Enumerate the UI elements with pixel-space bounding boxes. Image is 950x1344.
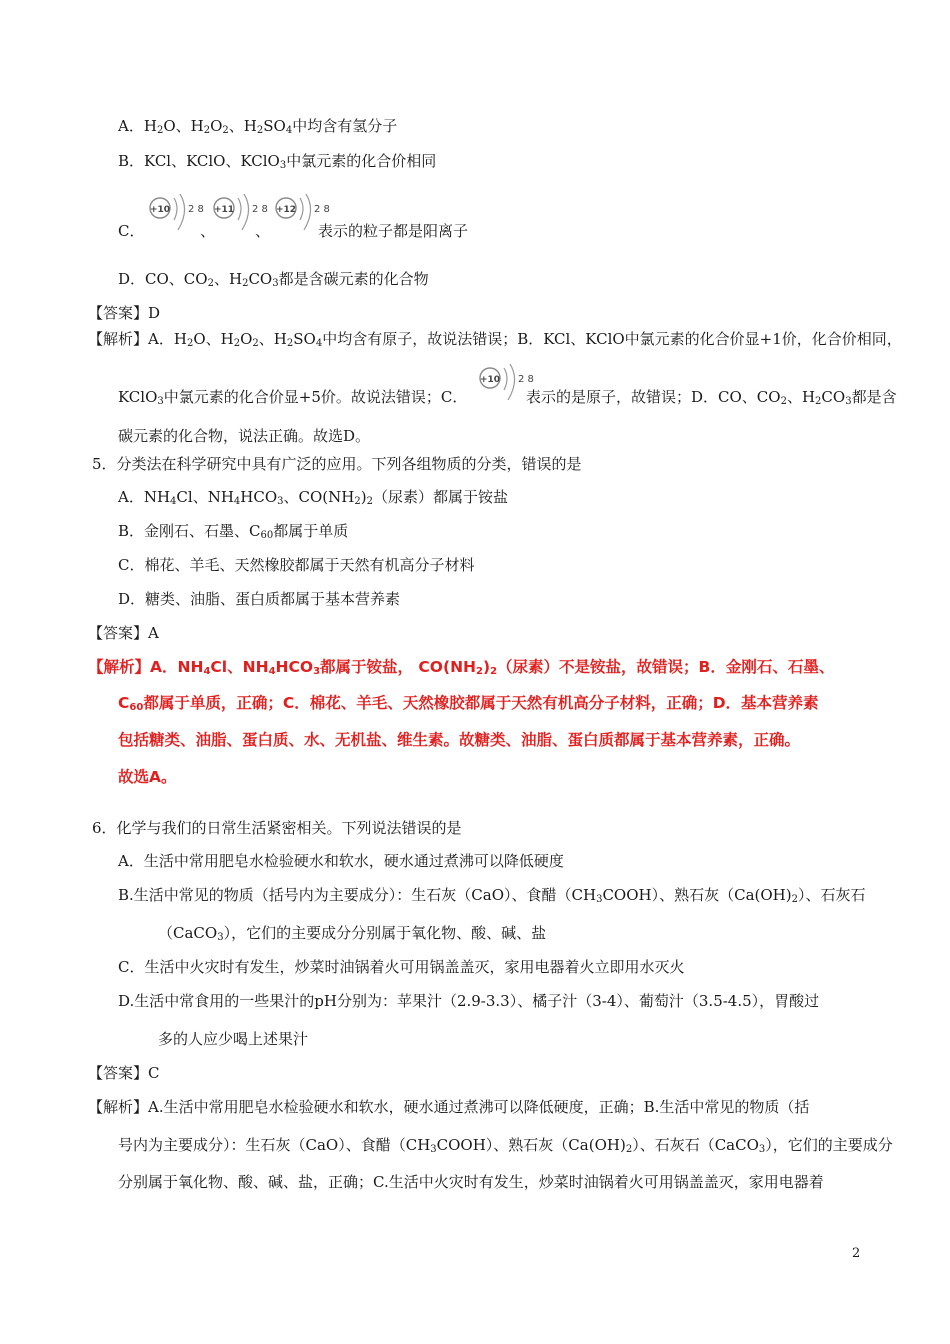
q4-explanation-line3: 碳元素的化合物，说法正确。故选D。 [118,427,371,445]
q4-option-c-tail: 表示的粒子都是阳离子 [318,222,469,240]
q4-explanation-line1: 【解析】A．$H_2O$、$H_2O_2$、$H_2SO_4$中均含有原子，故说法错误；B．KCl、KClO中氯元素的化合价显+1价，化合价相同， [88,330,902,349]
q4-option-b: B．KCl、KClO、KClO$_3$中氯元素的化合价相同 [118,152,437,171]
q4-explanation-line2-post: 表示的是原子，故错误；D．CO、$CO_2$、$H_2CO_3$都是含 [526,388,897,407]
q4-explanation-line2-pre: KClO$_3$中氯元素的化合价显+5价。故说法错误；C． [118,388,468,407]
q5-explanation-line3: 包括糖类、油脂、蛋白质、水、无机盐、维生素。故糖类、油脂、蛋白质都属于基本营养素，正确。 [118,731,801,749]
q6-option-a: A．生活中常用肥皂水检验硬水和软水，硬水通过煮沸可以降低硬度 [118,852,564,870]
q5-option-b: B．金刚石、石墨、$C_{60}$都属于单质 [118,522,349,541]
svg-text:+12: +12 [275,205,297,215]
q4-option-c-sep2: 、 [255,222,271,240]
q5-option-d: D．糖类、油脂、蛋白质都属于基本营养素 [118,590,401,608]
q6-explanation-line2: 号内为主要成分）：生石灰（CaO）、食醋$(CH_3COOH)$、熟石灰$(Ca(OH)_2)$、石灰石（CaCO$_3$），它们的主要成分 [118,1136,893,1155]
q6-answer: 【答案】C [88,1064,160,1082]
svg-text:2 8: 2 8 [518,374,534,385]
page-number: 2 [852,1246,861,1261]
svg-text:2 8: 2 8 [252,204,268,215]
q6-option-b-line2: （CaCO$_3$），它们的主要成分分别属于氧化物、酸、碱、盐 [158,924,547,943]
q5-stem: 5．分类法在科学研究中具有广泛的应用。下列各组物质的分类，错误的是 [92,455,582,473]
q5-explanation-line4: 故选A。 [118,768,177,786]
svg-text:+10: +10 [149,205,171,215]
svg-text:2 8: 2 8 [188,204,204,215]
q6-option-d-line2: 多的人应少喝上述果汁 [158,1030,309,1048]
q6-option-b-line1: B.生活中常见的物质（括号内为主要成分）：生石灰（CaO）、食醋$(CH_3COOH)$、熟石灰$(Ca(OH)_2)$、石灰石 [118,886,866,905]
svg-text:2 8: 2 8 [314,204,330,215]
q4-option-d: D．CO、$CO_2$、$H_2CO_3$都是含碳元素的化合物 [118,270,429,289]
svg-text:+10: +10 [479,375,501,385]
atom-diagram-plus10-explain [474,364,534,406]
q4-option-c: C． [118,222,145,240]
svg-text:+11: +11 [213,205,235,215]
q4-option-a: A．$H_2O$、$H_2O_2$、$H_2SO_4$中均含有氢分子 [118,117,398,136]
atom-diagram-plus10 [144,194,204,236]
q5-option-c: C．棉花、羊毛、天然橡胶都属于天然有机高分子材料 [118,556,475,574]
q6-option-c: C．生活中火灾时有发生，炒菜时油锅着火可用锅盖盖灭，家用电器着火立即用水灭火 [118,958,685,976]
q5-explanation-line1: 【解析】A．$NH_4Cl$、$NH_4HCO_3$都属于铵盐， $CO(NH_2)_2$（尿素）不是铵盐，故错误；B．金刚石、石墨、 [88,658,835,677]
atom-diagram-plus12 [270,194,330,236]
q5-explanation-line2: $C_{60}$都属于单质，正确；C．棉花、羊毛、天然橡胶都属于天然有机高分子材料，正确；D．基本营养素 [118,694,819,713]
atom-diagram-plus11 [208,194,268,236]
q6-explanation-line3: 分别属于氧化物、酸、碱、盐，正确；C.生活中火灾时有发生，炒菜时油锅着火可用锅盖盖灭，家用电器着 [118,1173,824,1191]
q5-option-a: A．$NH_4Cl$、$NH_4HCO_3$、$CO(NH_2)_2$（尿素）都属于铵盐 [118,488,508,507]
q5-answer: 【答案】A [88,624,159,642]
q4-option-c-sep1: 、 [200,222,216,240]
q6-explanation-line1: 【解析】A.生活中常用肥皂水检验硬水和软水，硬水通过煮沸可以降低硬度，正确；B.生活中常见的物质（括 [88,1098,810,1116]
q6-option-d-line1: D.生活中常食用的一些果汁的pH分别为：苹果汁（2.9-3.3）、橘子汁（3-4）、葡萄汁（3.5-4.5），胃酸过 [118,992,820,1010]
q6-stem: 6．化学与我们的日常生活紧密相关。下列说法错误的是 [92,819,462,837]
q4-answer: 【答案】D [88,304,161,322]
